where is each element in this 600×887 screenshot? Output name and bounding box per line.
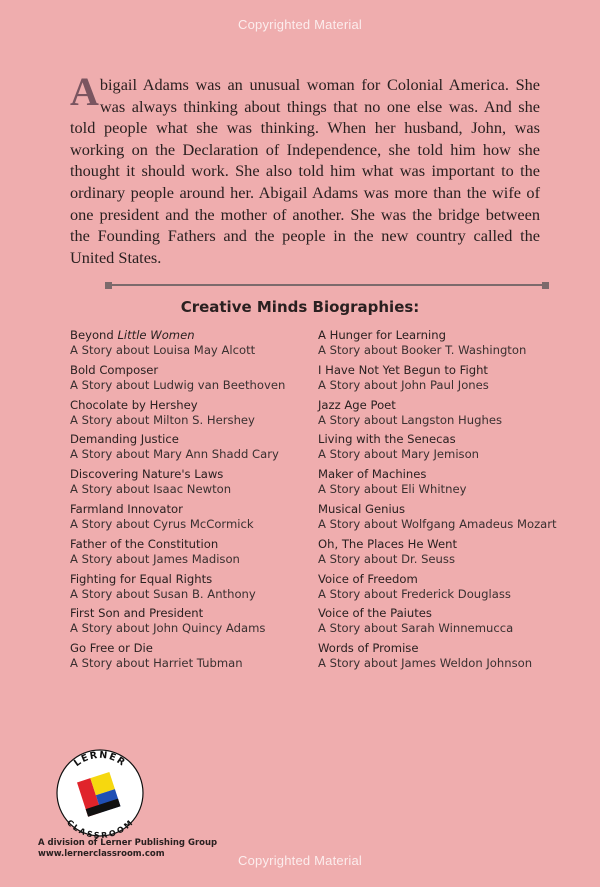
book-title [70,537,320,552]
book-subtitle: A Story about James Weldon Johnson [318,656,533,671]
book-title [318,641,578,656]
book-subtitle: A Story about John Quincy Adams [70,621,266,636]
book-entry [318,537,578,572]
book-entry [318,606,578,641]
book-subtitle: A Story about Mary Ann Shadd Cary [70,447,279,462]
book-title [70,606,320,621]
book-title-text: Fighting for Equal Rights [70,571,213,586]
book-subtitle: A Story about Eli Whitney [318,482,467,497]
book-list-left [70,328,320,676]
book-subtitle: A Story about Dr. Seuss [318,551,455,566]
book-entry [70,537,320,572]
publisher-division: A division of Lerner Publishing Group [38,838,218,848]
watermark-top: Copyrighted Material [238,17,362,32]
book-entry [70,606,320,641]
book-title-italic: Little Women [117,328,195,342]
book-entry [318,572,578,607]
lerner-classroom-logo [55,748,145,838]
book-subtitle: A Story about Mary Jemison [318,447,480,462]
book-subtitle: A Story about Louisa May Alcott [70,343,256,357]
back-cover-blurb [70,69,540,268]
logo-bottom-text: CLASSROOM [65,818,135,838]
book-title [70,641,320,656]
book-subtitle: A Story about Susan B. Anthony [70,586,256,601]
divider-cap-right [542,282,549,289]
book-title [318,502,578,517]
book-entry [70,398,320,433]
book-entry [70,572,320,607]
book-title [318,398,578,413]
book-entry [70,432,320,467]
book-subtitle: A Story about James Madison [70,551,240,566]
book-title-text: Father of the Constitution [70,536,219,551]
section-divider [105,282,549,288]
book-entry [318,502,578,537]
book-subtitle: A Story about Harriet Tubman [70,656,243,671]
book-title [70,467,320,482]
book-title [318,467,578,482]
blurb-text: bigail Adams was an unusual woman for Colonial America. She was always thinking about things that no one else was. And she told people what she was thinking. When her husband, John, was working on the Declaration of Independence, she told him how she thought it should work. She also told him what was important to the ordinary people around her. Abigail Adams was more than the wife of one president and the mother of another. She was the bridge between the Founding Fathers and the people in the new country called the United States. [70,75,540,267]
book-title [70,502,320,517]
book-title [318,606,578,621]
book-title-text: Oh, The Places He Went [318,536,457,551]
book-entry [70,641,320,676]
book-title-text: Beyond [70,328,118,342]
book-title [318,537,578,552]
drop-cap: A [70,69,99,114]
book-title [318,432,578,447]
book-subtitle: A Story about Langston Hughes [318,412,502,427]
book-entry [70,467,320,502]
book-entry [318,363,578,398]
book-title-text: Musical Genius [318,501,406,516]
book-title-text: Maker of Machines [318,467,427,482]
book-subtitle: A Story about Frederick Douglass [318,586,511,601]
series-heading: Creative Minds Biographies: [180,298,420,316]
book-title-text: Words of Promise [318,641,419,656]
book-entry [318,398,578,433]
book-title-text: Bold Composer [70,362,159,377]
book-subtitle: A Story about John Paul Jones [318,377,489,392]
book-subtitle: A Story about Wolfgang Amadeus Mozart [318,516,557,531]
book-subtitle: A Story about Ludwig van Beethoven [70,377,286,392]
book-title-text: First Son and President [70,606,204,621]
book-title-text: Go Free or Die [70,641,153,656]
book-title-text: Discovering Nature's Laws [70,467,224,482]
book-entry [318,432,578,467]
logo-top-text: LERNER [72,749,128,770]
book-subtitle: A Story about Isaac Newton [70,482,232,497]
book-entry [318,467,578,502]
book-entry [318,328,578,363]
book-title-text: Living with the Senecas [318,432,456,447]
book-title [70,398,320,413]
book-title-text: Voice of Freedom [318,571,418,586]
book-title-text: Jazz Age Poet [318,397,396,412]
divider-line [108,284,546,286]
book-title [318,363,578,378]
book-title [70,572,320,587]
book-title [70,432,320,447]
book-subtitle: A Story about Sarah Winnemucca [318,621,514,636]
book-title [318,328,578,343]
book-list-right [318,328,578,676]
book-entry [70,328,320,363]
book-title [70,328,320,343]
book-subtitle: A Story about Cyrus McCormick [70,516,254,531]
book-title-text: Voice of the Paiutes [318,606,432,621]
book-title-text: Chocolate by Hershey [70,397,198,412]
watermark-bottom: Copyrighted Material [238,853,362,868]
publisher-url: www.lernerclassroom.com [38,849,165,859]
book-title-text: I Have Not Yet Begun to Fight [318,362,488,377]
book-title-text: A Hunger for Learning [318,328,446,342]
book-title [318,572,578,587]
book-title-text: Farmland Innovator [70,501,183,516]
book-title [70,363,320,378]
book-subtitle: A Story about Milton S. Hershey [70,412,255,427]
book-entry [318,641,578,676]
book-title-text: Demanding Justice [70,432,179,447]
book-entry [70,502,320,537]
book-entry [70,363,320,398]
book-subtitle: A Story about Booker T. Washington [318,343,527,357]
